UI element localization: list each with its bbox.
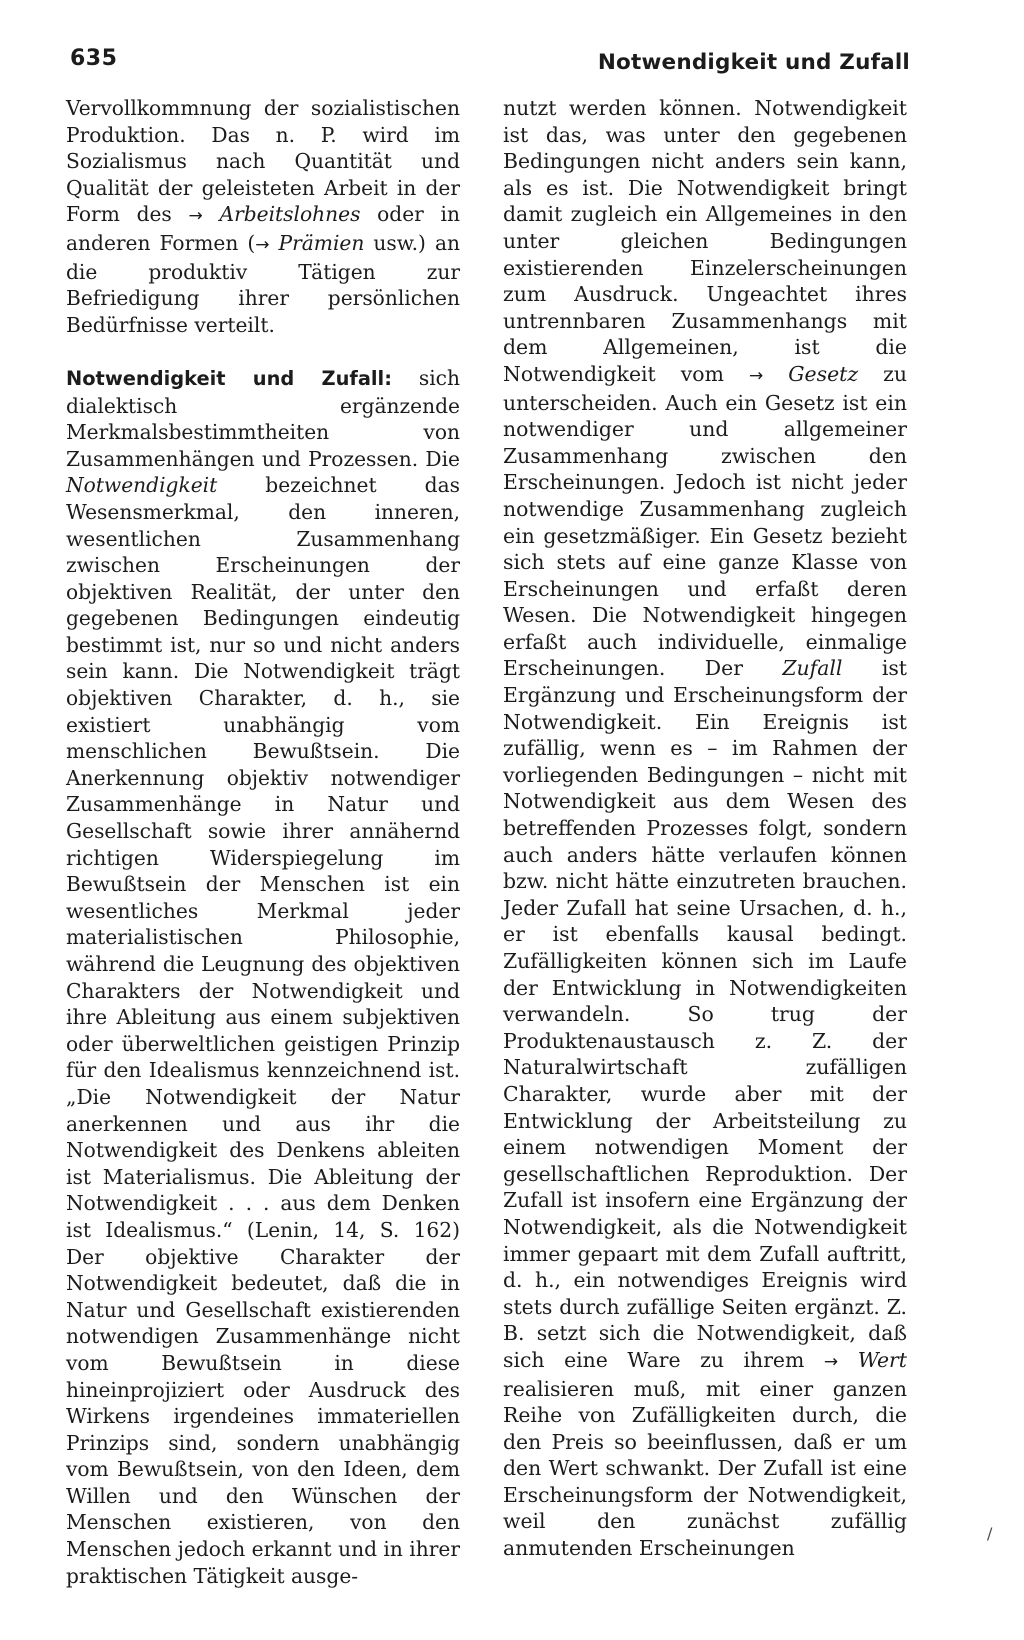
cross-reference-arrow-icon: → <box>748 365 764 386</box>
text-run: oder in anderen Formen ( <box>66 202 460 255</box>
text-run: Vervollkommnung der sozialistischen Produktion. Das n. P. wird im Sozialismus nach Quantität und Qualität der geleisteten Arbeit in der Form des <box>66 96 460 227</box>
text-run: realisieren muß, mit einer ganzen Reihe von Zufälligkeiten durch, die den Preis so beeinflussen, daß er um den Wert schwankt. Der Zufall ist eine Erscheinungsform der Notwendigkeit, weil den zunächst zufällig anmutenden Erscheinungen <box>503 1376 907 1561</box>
text-run: usw.) an die produktiv Tätigen zur Befriedigung ihrer persönlichen Bedürfnisse verteilt. <box>66 230 460 337</box>
running-head: Notwendigkeit und Zufall <box>597 50 910 75</box>
entry-continuation-paragraph <box>66 95 460 338</box>
term-zufall: Zufall <box>782 656 843 681</box>
stray-pen-mark: / <box>987 1524 993 1543</box>
text-run: ist Ergänzung und Erscheinungsform der Notwendigkeit. Ein Ereignis ist zufällig, wenn es – im Rahmen der vorliegenden Bedingungen – nicht mit Notwendigkeit aus dem Wesen des betreffenden Prozesses folgt, sondern auch anders hätte verlaufen können bzw. nicht hätte einzutreten brauchen. Jeder Zufall hat seine Ursachen, d. h., er ist ebenfalls kausal bedingt. Zufälligkeiten können sich im Laufe der Entwicklung in Notwendigkeiten verwandeln. So trug der Produktenaustausch z. Z. der Naturalwirtschaft zufälligen Charakter, wurde aber mit der Entwicklung der Arbeitsteilung zu einem notwendigen Moment der gesellschaftlichen Reproduktion. Der Zufall ist insofern eine Ergänzung der Notwendigkeit, als die Notwendigkeit immer gepaart mit dem Zufall auftritt, d. h., ein notwendiges Ereignis wird stets durch zufällige Seiten ergänzt. Z. B. setzt sich die Notwendigkeit, daß sich eine Ware zu ihrem <box>503 656 907 1372</box>
cross-reference-arrow-icon: → <box>823 1351 839 1372</box>
text-run: nutzt werden können. Notwendigkeit ist das, was unter den gegebenen Bedingungen nicht anders sein kann, als es ist. Die Notwendigkeit bringt damit zugleich ein Allgemeines in den unter gleichen Bedingungen existierenden Einzelerscheinungen zum Ausdruck. Ungeachtet ihres untrennbaren Zusammenhangs mit dem Allgemeinen, ist die Notwendigkeit vom <box>503 96 907 386</box>
text-run: zu unterscheiden. Auch ein Gesetz ist ein notwendiger und allgemeiner Zusammenhang zwischen den Erscheinungen. Jedoch ist nicht jeder notwendige Zusammenhang zugleich ein gesetzmäßiger. Ein Gesetz bezieht sich stets auf eine ganze Klasse von Erscheinungen und erfaßt deren Wesen. Die Notwendigkeit hingegen erfaßt auch individuelle, einmalige Erscheinungen. Der <box>503 361 907 681</box>
cross-reference-arrow-icon: → <box>255 234 270 255</box>
right-column <box>503 95 907 1562</box>
cross-reference-arbeitslohnes: Arbeitslohnes <box>219 202 361 227</box>
text-run: sich dialektisch ergänzende Merkmalsbestimmtheiten von Zusammenhängen und Prozessen. Die <box>66 365 460 471</box>
cross-reference-arrow-icon: → <box>188 206 203 227</box>
entry-headword: Notwendigkeit und Zufall: <box>66 366 392 390</box>
cross-reference-wert: Wert <box>857 1347 907 1372</box>
entry-continuation-paragraph <box>503 95 907 1562</box>
page-number: 635 <box>70 46 118 71</box>
entry-notwendigkeit-und-zufall <box>66 365 460 1589</box>
text-run: bezeichnet das Wesensmerkmal, den inneren, wesentlichen Zusammenhang zwischen Erscheinungen der objektiven Realität, der unter den gegebenen Bedingungen eindeutig bestimmt ist, nur so und nicht anders sein kann. Die Notwendigkeit trägt objektiven Charakter, d. h., sie existiert unabhängig vom menschlichen Bewußtsein. Die Anerkennung objektiv notwendiger Zusammenhänge in Natur und Gesellschaft sowie ihrer annähernd richtigen Widerspiegelung im Bewußtsein der Menschen ist ein wesentliches Merkmal jeder materialistischen Philosophie, während die Leugnung des objektiven Charakters der Notwendigkeit und ihre Ableitung aus einem subjektiven oder überweltlichen geistigen Prinzip für den Idealismus kennzeichnend ist. „Die Notwendigkeit der Natur anerkennen und aus ihr die Notwendigkeit des Denkens ableiten ist Materialismus. Die Ableitung der Notwendigkeit . . . aus dem Denken ist Idealismus.“ (Lenin, 14, S. 162) Der objektive Charakter der Notwendigkeit bedeutet, daß die in Natur und Gesellschaft existierenden notwendigen Zusammenhänge nicht vom Bewußtsein in diese hineinprojiziert oder Ausdruck des Wirkens irgendeines immateriellen Prinzips sind, sondern unabhängig vom Bewußtsein, von den Ideen, dem Willen und den Wünschen der Menschen existieren, von den Menschen jedoch erkannt und in ihrer praktischen Tätigkeit ausge- <box>66 473 460 1588</box>
cross-reference-praemien: Prämien <box>278 230 365 255</box>
term-notwendigkeit: Notwendigkeit <box>66 473 218 498</box>
cross-reference-gesetz: Gesetz <box>788 361 859 386</box>
left-column <box>66 95 460 1589</box>
